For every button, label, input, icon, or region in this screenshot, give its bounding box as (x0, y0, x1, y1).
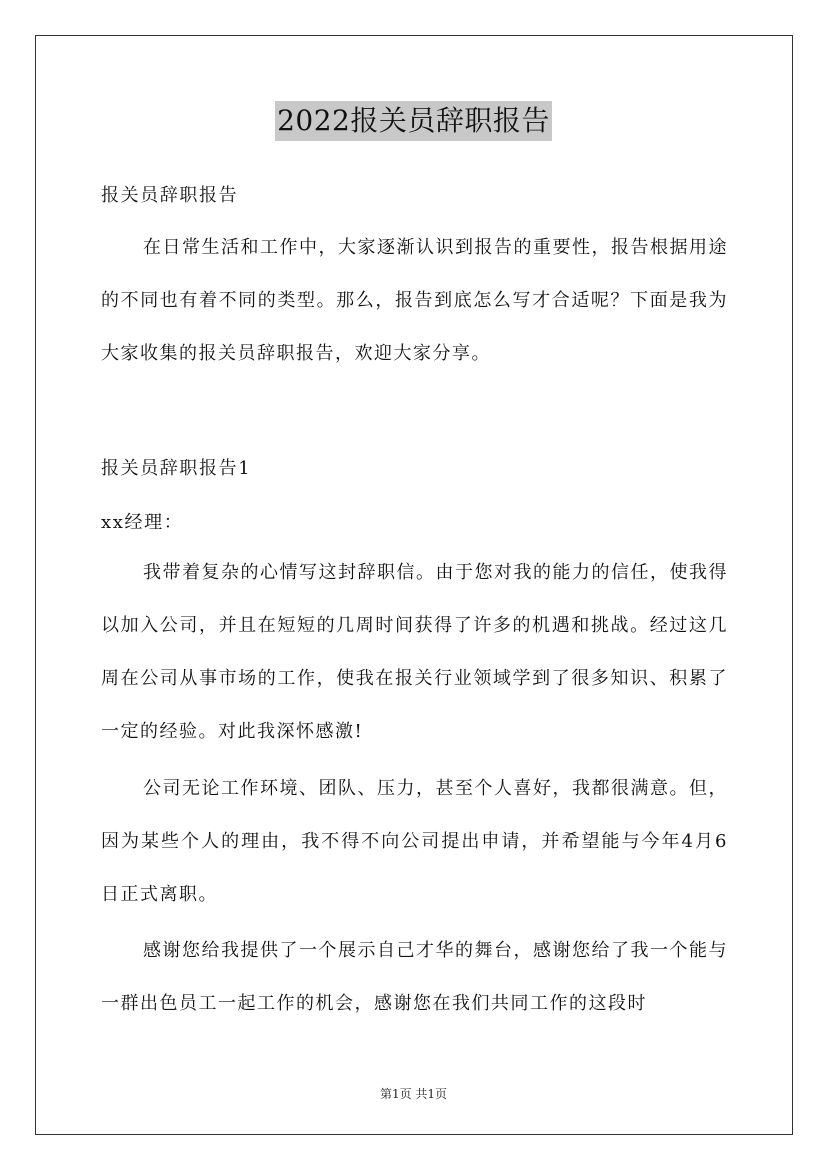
body-paragraph-2: 公司无论工作环境、团队、压力，甚至个人喜好，我都很满意。但，因为某些个人的理由，我不得不向公司提出申请，并希望能与今年4月6日正式离职。 (101, 778, 728, 905)
body-paragraph-3: 感谢您给我提供了一个展示自己才华的舞台，感谢您给了我一个能与一群出色员工一起工作的机会，感谢您在我们共同工作的这段时 (101, 940, 728, 1014)
salutation: xx经理： (101, 512, 184, 533)
section-heading: 报关员辞职报告1 (101, 458, 252, 479)
intro-paragraph: 在日常生活和工作中，大家逐渐认识到报告的重要性，报告根据用途的不同也有着不同的类型。那么，报告到底怎么写才合适呢？下面是我为大家收集的报关员辞职报告，欢迎大家分享。 (101, 237, 728, 364)
page-footer: 第1页 共1页 (379, 1087, 448, 1101)
document-subtitle: 报关员辞职报告 (101, 185, 239, 206)
document-title (0, 100, 827, 141)
document-title-text: 2022报关员辞职报告 (275, 101, 552, 141)
body-paragraph-1: 我带着复杂的心情写这封辞职信。由于您对我的能力的信任，使我得以加入公司，并且在短短的几周时间获得了许多的机遇和挑战。经过这几周在公司从事市场的工作，使我在报关行业领域学到了很多知识、积累了一定的经验。对此我深怀感激! (101, 562, 728, 742)
